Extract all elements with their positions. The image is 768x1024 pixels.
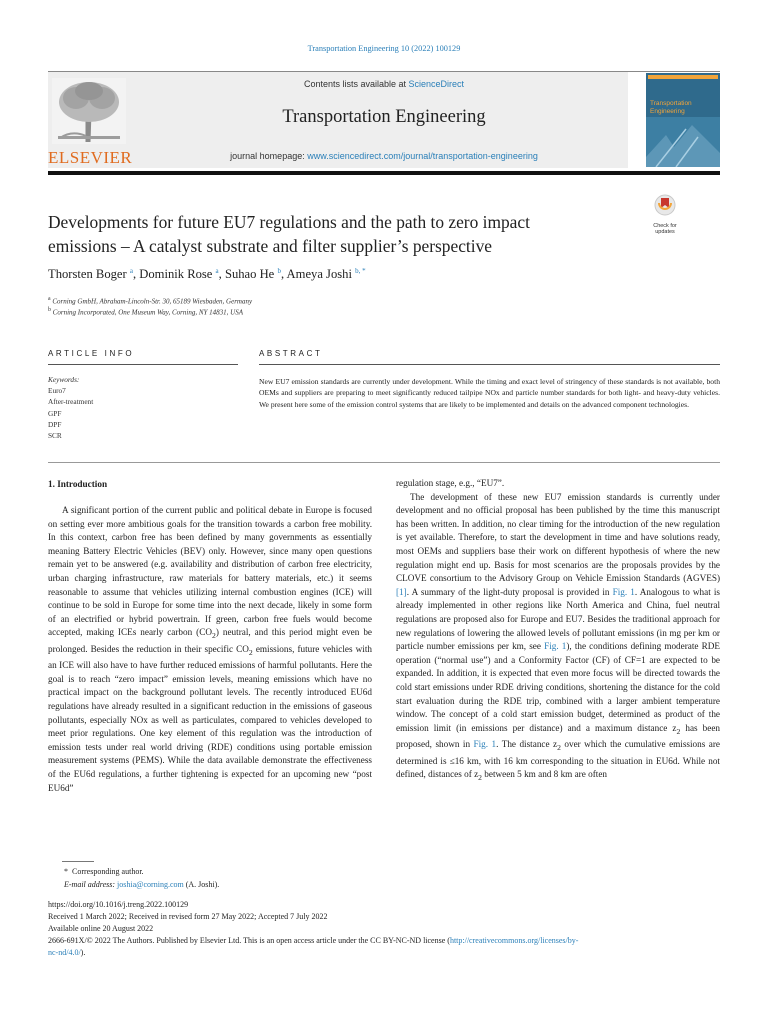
section-heading-introduction: 1. Introduction [48,479,108,489]
article-info-rule [48,364,238,365]
keyword-item: After-treatment [48,397,94,407]
contents-available [194,79,574,89]
keywords-label: Keywords: [48,375,80,384]
license-link-continued[interactable]: nc-nd/4.0/ [48,947,81,957]
article-title [48,210,628,258]
article-info-heading: ARTICLE INFO [48,349,135,358]
check-updates-line-2: updates [655,229,675,235]
author-affiliation-mark[interactable]: b, * [355,267,366,275]
affiliation-text: Corning GmbH, Abraham-Lincoln-Str. 30, 65189 Wiesbaden, Germany [52,297,253,306]
cover-title [650,100,692,115]
body-paragraph: The development of these new EU7 emission standards is currently under development and no official proposal has been published by the time this manuscript has been written. In addition, no clear timing for the introduction of the new regulation is yet available. Therefore, to start the development in time and have solutions ready, most OEMs and suppliers base their work on different hypothesis of where the new regulation might end up. Basis for most scenarios are the proposals provides by the CLOVE consortium to the Advisory Group on Vehicle Emission Standards (AGVES) [1]. A summary of the light-duty proposal is provided in Fig. 1. Analogous to what is already implemented in other regions like North America and China, fuel neutral regulations are proposed also for Europe and EU7. Besides the traditional approach for new regulations of lowering the allowed levels of pollutant emissions (in mg per km or particle number emissions per km, see Fig. 1), the conditions defining moderate RDE operation (“normal use”) and a Conformity Factor (CF) of CF=1 are expected to be expanded. In addition, it is expected that even more focus will be directed towards the cold start emissions under RDE driving conditions, shortening the distance for the cold start evaluation during the RDE trip, combined with a larger ambient temperature window. The concept of a cold start emission budget, determined as product of the emission limit (in emissions per distance) and a maximum distance $z_2$ has been proposed, shown in Fig. 1. The distance $z_2$ over which the cumulative emissions are determined is ≤16 km, with 16 km corresponding to the situation in EU6d. While not defined, distances of $z_2$ between 5 km and 8 km are often [396,491,720,782]
keyword-item: SCR [48,431,62,441]
front-matter-rule [48,462,720,463]
author-name[interactable]: Thorsten Boger [48,267,127,282]
doi-link[interactable]: https://doi.org/10.1016/j.treng.2022.100129 [48,900,189,909]
license-link[interactable]: http://creativecommons.org/licenses/by- [449,936,579,945]
affiliation-mark: a [48,296,51,302]
journal-cover-thumbnail[interactable] [646,73,720,167]
figure-link[interactable]: Fig. 1 [544,641,567,652]
author-list: Thorsten Boger $^a$, Dominik Rose $^a$, Suhao He $^b$, Ameya Joshi $^{b, *}$ [48,267,366,282]
body-column-left [48,504,372,795]
contents-prefix: Contents lists available at [303,79,409,89]
keyword-item: GPF [48,408,62,418]
author-name[interactable]: Suhao He [224,267,275,282]
license-note: 2666-691X/© 2022 The Authors. Published by Elsevier Ltd. This is an open access article under the CC BY-NC-ND license (http://creativecommons.org/licenses/by- nc-nd/4.0/). [48,936,579,957]
body-column-right [396,477,720,785]
affiliation-mark: b [48,307,51,313]
journal-reference[interactable]: Transportation Engineering 10 (2022) 100129 [307,44,461,53]
cover-accent-bar [648,75,718,79]
journal-title: Transportation Engineering [282,107,486,127]
reference-link[interactable]: [1] [396,586,407,597]
affiliation-a [48,296,648,305]
affiliation-b [48,307,648,316]
check-updates-icon [654,194,676,218]
email-link[interactable]: joshia@corning.com [117,880,184,889]
figure-link[interactable]: Fig. 1 [612,586,635,597]
received-dates: Received 1 March 2022; Received in revised form 27 May 2022; Accepted 7 July 2022 [48,912,328,921]
elsevier-wordmark: ELSEVIER [48,148,133,167]
figure-link[interactable]: Fig. 1 [473,739,497,750]
article-title-line-1: Developments for future EU7 regulations and the path to zero impact [48,212,530,232]
footnote-rule [62,861,94,862]
keywords-block [48,374,238,441]
journal-homepage [194,151,574,161]
keyword-item: DPF [48,419,62,429]
check-for-updates-badge[interactable] [646,194,684,234]
elsevier-tree-logo [52,78,126,144]
abstract-rule [259,364,720,365]
sciencedirect-link[interactable]: ScienceDirect [408,79,465,89]
author-affiliation-mark[interactable]: a [215,267,219,275]
check-updates-label [646,223,684,235]
corresponding-author-note: * Corresponding author. [64,867,144,876]
keyword-item: Euro7 [48,386,66,396]
homepage-prefix: journal homepage: [230,151,308,161]
available-online: Available online 20 August 2022 [48,924,154,933]
asterisk: * [64,867,68,876]
cover-title-line-2: Engineering [650,107,685,115]
check-updates-line-1: Check for [653,223,677,229]
affiliation-text: Corning Incorporated, One Museum Way, Corning, NY 14831, USA [52,308,243,317]
cover-title-line-1: Transportation [650,100,692,107]
author-name[interactable]: Dominik Rose [139,267,213,282]
author-name[interactable]: Ameya Joshi [286,267,352,282]
header-bottom-rule [48,171,720,175]
homepage-link[interactable]: www.sciencedirect.com/journal/transportation-engineering [307,151,538,161]
email-label: E-mail address: [64,880,116,889]
body-paragraph: A significant portion of the current public and political debate in Europe is focused on setting ever more ambitious goals for the transition towards a carbon free mobility. In this context, carbon free has been defined by many governments as essentially meaning Battery Electric Vehicles (BEV) only. However, since many open questions remain yet to be answered (e.g. availability and distribution of carbon free electricity, urban charging infrastructure, raw materials for battery materials, etc.) it seems reasonable to assume that vehicles utilizing internal combustion engines (ICE) will continue to be sold in Europe for some time into the next decade, likely in some form of an electrified or hybrid powertrain. If green, carbon free fuels would become accepted, making ICEs nearly carbon $(CO_2)$ neutral, and this period might even be prolonged. Besides the reduction in their specific $CO_2$ emissions, future vehicles with an ICE will also have to have further reduced emissions of harmful pollutants. Here the goal is to reach “zero impact” emission levels, meaning emissions which have no practical impact on the background pollutant levels. The recently introduced EU6d regulations have already resulted in a significant reduction in the emissions of gaseous pollutants, especially NOx as well as particulates, compared to vehicles developed to meet prior regulations. One key element of this regulation was the introduction of emission tests under real world driving (RDE) conditions using portable emission measurement systems (PEMS). While the data available demonstrate the effectiveness of the EU6d regulations, a further tightening is expected for an upcoming new “post EU6d” [48,505,372,793]
email-note: E-mail address: joshia@corning.com (A. Joshi). [64,880,220,889]
author-affiliation-mark[interactable]: b [277,267,281,275]
body-paragraph: regulation stage, e.g., “EU7”. [396,478,505,488]
abstract-text: New EU7 emission standards are currently under development. While the timing and exact level of stringency of these standards is not available, both OEMs and suppliers are preparing to meet significantly reduced tailpipe NOx and particle number standards for both light- and heavy-duty vehicles. We present here some of the emission control systems that are likely to be implemented and details on the advanced component technologies. [259,377,720,409]
abstract-heading: ABSTRACT [259,349,323,358]
cover-image [646,117,720,167]
article-title-line-2: emissions – A catalyst substrate and filter supplier’s perspective [48,236,493,256]
author-affiliation-mark[interactable]: a [129,267,133,275]
